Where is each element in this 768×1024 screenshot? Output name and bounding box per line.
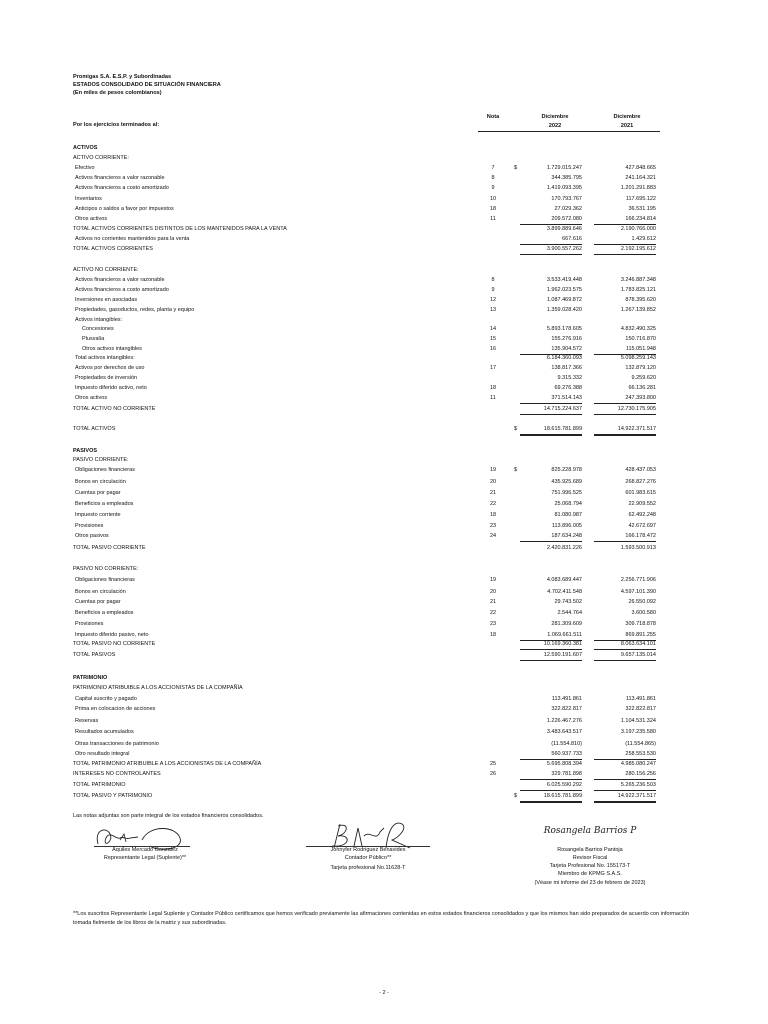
statement-row [0, 383, 768, 393]
statement-row [0, 759, 768, 769]
value-2022: 2.420.831.226 [546, 545, 582, 551]
row-label: PASIVO CORRIENTE: [73, 457, 129, 463]
row-label: Impuesto diferido activo, neto [75, 385, 147, 391]
row-label: Plusvalía [82, 336, 105, 342]
statement-row [0, 183, 768, 193]
value-2022: 3.533.419.448 [546, 277, 582, 283]
value-2021: 166.178.472 [594, 531, 656, 542]
value-2021: 113.491.861 [625, 696, 656, 702]
row-label: Anticipos o saldos a favor por impuestos [75, 206, 174, 212]
value-2022: 4.083.689.447 [546, 577, 582, 583]
value-2021: 869.891.255 [594, 630, 656, 641]
period-label: Por los ejercicios terminados al: [73, 122, 160, 128]
value-2022: 3.899.889.646 [546, 226, 582, 232]
row-label: Otros activos [75, 395, 108, 401]
statement-row [0, 791, 768, 801]
row-nota: 11 [490, 216, 496, 222]
value-2021: 1.104.531.324 [620, 718, 656, 724]
statement-row [0, 704, 768, 714]
statement-row [0, 275, 768, 285]
statement-row [0, 424, 768, 434]
col-2021-year: 2021 [620, 123, 634, 129]
value-2021: 166.234.814 [594, 214, 656, 225]
row-label: Total activos intangibles: [75, 355, 135, 361]
value-2021: 132.879.120 [625, 365, 656, 371]
value-2022: 209.572.080 [520, 214, 582, 225]
row-nota: 19 [489, 467, 497, 473]
statement-row [0, 455, 768, 465]
row-label: Reservas [75, 718, 99, 724]
statement-row [0, 531, 768, 541]
statement-row [0, 285, 768, 295]
row-nota: 16 [489, 346, 497, 352]
row-label: Activos financieros a costo amortizado [75, 287, 169, 293]
statement-row [0, 739, 768, 749]
value-2021: 2.256.771.906 [620, 577, 656, 583]
value-2021: (11.554.865) [625, 741, 656, 747]
page-number: - 2 - [379, 990, 389, 996]
statement-row [0, 404, 768, 414]
statement-row [0, 194, 768, 204]
value-2021: 247.393.800 [594, 393, 656, 404]
value-2021: 4.597.101.390 [620, 589, 656, 595]
value-2021: 2.192.195.612 [594, 244, 656, 255]
accountant-name: Johnyfer Rodriguez Benavides [330, 847, 406, 853]
row-label: TOTAL ACTIVO NO CORRIENTE [73, 406, 156, 412]
statement-row [0, 244, 768, 254]
value-2022: 6.184.360.093 [546, 355, 582, 361]
value-2022: 344.385.795 [551, 175, 582, 181]
value-2022: 5.695.808.394 [546, 761, 582, 767]
value-2021: 62.492.248 [628, 512, 656, 518]
integral-notes-text: Las notas adjuntas son parte integral de los estados financieros consolidados. [73, 813, 264, 819]
row-label: TOTAL PASIVO CORRIENTE [73, 545, 146, 551]
row-label: Activos intangibles: [75, 317, 123, 323]
value-2022: 1.069.661.511 [520, 630, 582, 641]
value-2022: 113.896.005 [551, 523, 582, 529]
value-2021: 12.730.175.905 [594, 404, 656, 415]
statement-row [0, 564, 768, 574]
statement-row [0, 477, 768, 487]
statement-row [0, 769, 768, 779]
row-label: TOTAL PASIVO NO CORRIENTE [73, 641, 156, 647]
statement-row [0, 234, 768, 244]
row-label: Cuentas por pagar [75, 490, 121, 496]
value-2022: 1.226.467.276 [546, 718, 582, 724]
row-nota: 14 [489, 326, 497, 332]
statement-row [0, 749, 768, 759]
value-2022: 751.996.525 [551, 490, 582, 496]
row-label: Propiedades de inversión [75, 375, 138, 381]
row-label: TOTAL ACTIVOS CORRIENTES DISTINTOS DE LOS MANTENIDOS PARA LA VENTA [73, 226, 287, 232]
row-label: TOTAL PATRIMONIO [73, 782, 126, 788]
row-nota: 11 [490, 395, 496, 401]
row-label: Efectivo [75, 165, 95, 171]
value-2021: 878.395.620 [625, 297, 656, 303]
value-2022: 5.893.178.605 [546, 326, 582, 332]
value-2022: 435.925.689 [551, 479, 582, 485]
row-nota: 18 [489, 632, 497, 638]
value-2021: 427.848.665 [625, 165, 656, 171]
value-2021: 241.164.321 [625, 175, 656, 181]
row-label: Impuesto diferido pasivo, neto [75, 632, 149, 638]
statement-row [0, 608, 768, 618]
value-2021: 14.922.371.517 [594, 791, 656, 803]
row-label: Concesiones [82, 326, 114, 332]
value-2022: 1.359.028.420 [546, 307, 582, 313]
value-2021: 3.246.887.348 [620, 277, 656, 283]
row-label: Otras transacciones de patrimonio [75, 741, 159, 747]
row-label: PATRIMONIO ATRIBUIBLE A LOS ACCIONISTAS DE LA COMPAÑÍA [73, 685, 243, 691]
statement-row [0, 324, 768, 334]
statement-row [0, 521, 768, 531]
statement-row [0, 153, 768, 163]
statement-row [0, 543, 768, 553]
row-label: TOTAL PASIVOS [73, 652, 116, 658]
row-nota: 8 [491, 175, 495, 181]
statement-row [0, 173, 768, 183]
value-2021: 322.822.817 [625, 706, 656, 712]
statement-row [0, 305, 768, 315]
row-label: Bonos en circulación [75, 479, 126, 485]
statement-row [0, 465, 768, 475]
value-2022: 560.937.733 [520, 749, 582, 760]
row-nota: 18 [489, 385, 497, 391]
value-2022: (11.554.810) [551, 741, 582, 747]
value-2021: 1.267.139.852 [620, 307, 656, 313]
value-2021: 5.265.236.503 [594, 780, 656, 791]
row-label: Provisiones [75, 621, 104, 627]
value-2022: 29.743.502 [554, 599, 582, 605]
statement-row [0, 639, 768, 649]
value-2021: 150.716.870 [625, 336, 656, 342]
value-2022: 1.087.469.872 [546, 297, 582, 303]
certification-footnote: **Los suscritos Representante Legal Suplente y Contador Público certificamos que hemos verificado previamente las afirmaciones contenidas en estos estados financieros consolidados y que los mismos han sido preparados de acuerdo con información tomada fielmente de los libros de la matriz y sus subordinadas. [73, 911, 690, 926]
value-2021: 601.983.615 [625, 490, 656, 496]
statement-row [0, 597, 768, 607]
value-2022: 281.309.609 [551, 621, 582, 627]
value-2022: 1.419.093.395 [546, 185, 582, 191]
legal-representative-name: Aquiles Mercado Gonzalez [112, 847, 178, 853]
value-2022: 825.228.978 [551, 467, 582, 473]
statement-row [0, 575, 768, 585]
row-nota: 24 [489, 533, 497, 539]
value-2021: 66.136.281 [628, 385, 656, 391]
currency-symbol: $ [514, 467, 518, 473]
statement-row [0, 716, 768, 726]
row-label: ACTIVOS [73, 145, 98, 151]
statement-row [0, 265, 768, 275]
value-2022: 18.615.781.899 [520, 424, 582, 436]
row-label: ACTIVO CORRIENTE: [73, 155, 129, 161]
value-2021: 36.531.195 [628, 206, 656, 212]
row-nota: 21 [489, 599, 497, 605]
value-2022: 1.962.023.575 [546, 287, 582, 293]
row-label: Activos financieros a valor razonable [75, 277, 165, 283]
row-nota: 23 [489, 523, 497, 529]
fiscal-reviewer-signature: Rosangela Barrios P [543, 826, 637, 836]
accountant-title: Contador Público** [344, 855, 392, 861]
value-2021: 117.695.122 [625, 196, 656, 202]
row-label: Beneficios a empleados [75, 501, 134, 507]
row-label: Activos financieros a costo amortizado [75, 185, 169, 191]
statement-row [0, 683, 768, 693]
row-nota: 26 [489, 771, 497, 777]
header-rule [478, 131, 660, 132]
value-2021: 115.051.948 [594, 344, 656, 355]
fiscal-reviewer-firm: Miembro de KPMG S.A.S. [558, 871, 622, 877]
row-nota: 19 [489, 577, 497, 583]
legal-representative-title: Representante Legal (Suplente)** [103, 855, 187, 861]
value-2022: 135.904.572 [520, 344, 582, 355]
currency-symbol: $ [514, 793, 518, 799]
row-label: Beneficios a empleados [75, 610, 134, 616]
value-2022: 10.169.360.381 [520, 639, 582, 650]
row-label: TOTAL ACTIVOS [73, 426, 116, 432]
row-label: Provisiones [75, 523, 104, 529]
value-2022: 138.817.366 [551, 365, 582, 371]
row-label: Impuesto corriente [75, 512, 121, 518]
row-label: Prima en colocacion de acciones [75, 706, 156, 712]
statement-row [0, 143, 768, 153]
value-2021: 3.197.235.580 [620, 729, 656, 735]
value-2021: 26.550.092 [628, 599, 656, 605]
value-2021: 4.985.080.247 [620, 761, 656, 767]
statement-row [0, 224, 768, 234]
row-nota: 22 [489, 501, 497, 507]
row-label: PASIVOS [73, 448, 98, 454]
value-2021: 9.259.620 [631, 375, 656, 381]
row-label: Otros pasivos [75, 533, 109, 539]
value-2021: 268.827.276 [625, 479, 656, 485]
row-label: TOTAL PASIVO Y PATRIMONIO [73, 793, 153, 799]
company-name: Promigas S.A. E.S.P. y Subordinadas [73, 74, 172, 80]
statement-row [0, 499, 768, 509]
statement-row [0, 488, 768, 498]
value-2021: 14.922.371.517 [594, 424, 656, 436]
row-label: INTERESES NO CONTROLANTES [73, 771, 161, 777]
value-2021: 258.553.530 [594, 749, 656, 760]
row-nota: 15 [489, 336, 497, 342]
value-2022: 371.514.143 [520, 393, 582, 404]
row-label: Bonos en circulación [75, 589, 126, 595]
row-label: ACTIVO NO CORRIENTE: [73, 267, 139, 273]
col-2022-year: 2022 [548, 123, 562, 129]
statement-row [0, 780, 768, 790]
statement-row [0, 393, 768, 403]
row-label: Inventarios [75, 196, 102, 202]
value-2021: 8.063.634.101 [594, 639, 656, 650]
statement-row [0, 204, 768, 214]
statement-row [0, 353, 768, 363]
statement-row [0, 214, 768, 224]
row-label: TOTAL PATRIMONIO ATRIBUIBLE A LOS ACCIONISTAS DE LA COMPAÑÍA [73, 761, 262, 767]
row-nota: 7 [491, 165, 495, 171]
row-nota: 10 [489, 196, 497, 202]
value-2022: 6.025.590.292 [520, 780, 582, 791]
row-label: PASIVO NO CORRIENTE: [73, 566, 139, 572]
row-nota: 8 [491, 277, 495, 283]
row-nota: 9 [491, 287, 495, 293]
row-nota: 20 [489, 479, 497, 485]
statement-row [0, 650, 768, 660]
value-2021: 428.437.053 [625, 467, 656, 473]
row-label: Otros activos intangibles [82, 346, 142, 352]
row-label: Activos no corrientes mantenidos para la venta [75, 236, 190, 242]
row-label: Obligaciones financieras [75, 577, 135, 583]
row-label: Inversiones en asociadas [75, 297, 138, 303]
value-2021: 1.593.500.913 [620, 545, 656, 551]
statement-title: ESTADOS CONSOLIDADO DE SITUACIÓN FINANCIERA [73, 82, 221, 88]
value-2021: 280.156.256 [594, 769, 656, 780]
value-2022: 187.634.248 [520, 531, 582, 542]
row-label: TOTAL ACTIVOS CORRIENTES [73, 246, 153, 252]
value-2022: 155.276.916 [551, 336, 582, 342]
nota-column-header: Nota [486, 114, 500, 120]
row-nota: 23 [489, 621, 497, 627]
statement-row [0, 295, 768, 305]
row-label: Otros activos [75, 216, 108, 222]
row-nota: 21 [489, 490, 497, 496]
row-nota: 25 [489, 761, 497, 767]
row-label: Otro resultado integral [75, 751, 130, 757]
currency-symbol: $ [514, 426, 518, 432]
value-2022: 81.080.987 [554, 512, 582, 518]
col-2021-month: Diciembre [613, 114, 641, 120]
value-2022: 27.029.362 [554, 206, 582, 212]
row-label: Activos financieros a valor razonable [75, 175, 165, 181]
row-nota: 12 [489, 297, 497, 303]
value-2021: 42.672.697 [628, 523, 656, 529]
value-2021: 1.429.612 [594, 234, 656, 245]
row-label: Propiedades, gasoductos, redes, planta y equipo [75, 307, 195, 313]
value-2022: 329.781.898 [520, 769, 582, 780]
row-label: Cuentas por pagar [75, 599, 121, 605]
fiscal-reviewer-report: (Véase mi informe del 23 de febrero de 2023) [534, 880, 646, 886]
statement-row [0, 510, 768, 520]
statement-row [0, 673, 768, 683]
value-2022: 25.068.794 [554, 501, 582, 507]
fiscal-reviewer-title: Revisor Fiscal [572, 855, 608, 861]
value-2021: 1.201.291.883 [620, 185, 656, 191]
value-2021: 309.718.878 [625, 621, 656, 627]
value-2021: 22.909.552 [628, 501, 656, 507]
value-2022: 9.315.332 [557, 375, 582, 381]
row-label: Activos por derechos de uso [75, 365, 145, 371]
row-label: Capital suscrito y pagado [75, 696, 137, 702]
value-2022: 113.491.861 [551, 696, 582, 702]
statement-row [0, 363, 768, 373]
row-nota: 18 [489, 206, 497, 212]
row-nota: 17 [489, 365, 497, 371]
accountant-card: Tarjeta profesional No.11628-T [330, 865, 406, 871]
value-2021: 5.098.259.143 [620, 355, 656, 361]
row-nota: 13 [489, 307, 497, 313]
row-nota: 20 [489, 589, 497, 595]
fiscal-reviewer-name: Rosangela Barrios Pantoja [557, 847, 623, 853]
fiscal-reviewer-card: Tarjeta Profesional No. 155173-T [549, 863, 631, 869]
value-2022: 170.793.767 [551, 196, 582, 202]
value-2022: 14.715.224.637 [520, 404, 582, 415]
value-2022: 1.729.015.247 [546, 165, 582, 171]
value-2021: 1.783.825.121 [620, 287, 656, 293]
statement-row [0, 694, 768, 704]
statement-row [0, 163, 768, 173]
value-2022: 2.544.764 [557, 610, 582, 616]
row-label: PATRIMONIO [73, 675, 108, 681]
value-2022: 3.483.643.517 [546, 729, 582, 735]
currency-symbol: $ [514, 165, 518, 171]
value-2022: 3.900.557.262 [520, 244, 582, 255]
statement-row [0, 373, 768, 383]
row-nota: 22 [489, 610, 497, 616]
statement-row [0, 727, 768, 737]
value-2021: 4.832.490.325 [620, 326, 656, 332]
value-2021: 9.657.135.014 [594, 650, 656, 661]
row-label: Obligaciones financieras [75, 467, 135, 473]
value-2022: 322.822.817 [551, 706, 582, 712]
value-2022: 69.276.388 [554, 385, 582, 391]
statement-row [0, 587, 768, 597]
row-label: Resultados acumulados [75, 729, 134, 735]
col-2022-month: Diciembre [541, 114, 569, 120]
value-2021: 3.600.580 [631, 610, 656, 616]
value-2022: 667.616 [520, 234, 582, 245]
value-2022: 18.615.781.899 [520, 791, 582, 803]
row-nota: 9 [491, 185, 495, 191]
statement-row [0, 619, 768, 629]
value-2021: 2.190.766.000 [620, 226, 656, 232]
value-2022: 4.702.411.548 [547, 589, 582, 595]
statement-units: (En miles de pesos colombianos) [73, 90, 162, 96]
statement-row [0, 334, 768, 344]
row-nota: 18 [489, 512, 497, 518]
value-2022: 12.590.191.607 [520, 650, 582, 661]
